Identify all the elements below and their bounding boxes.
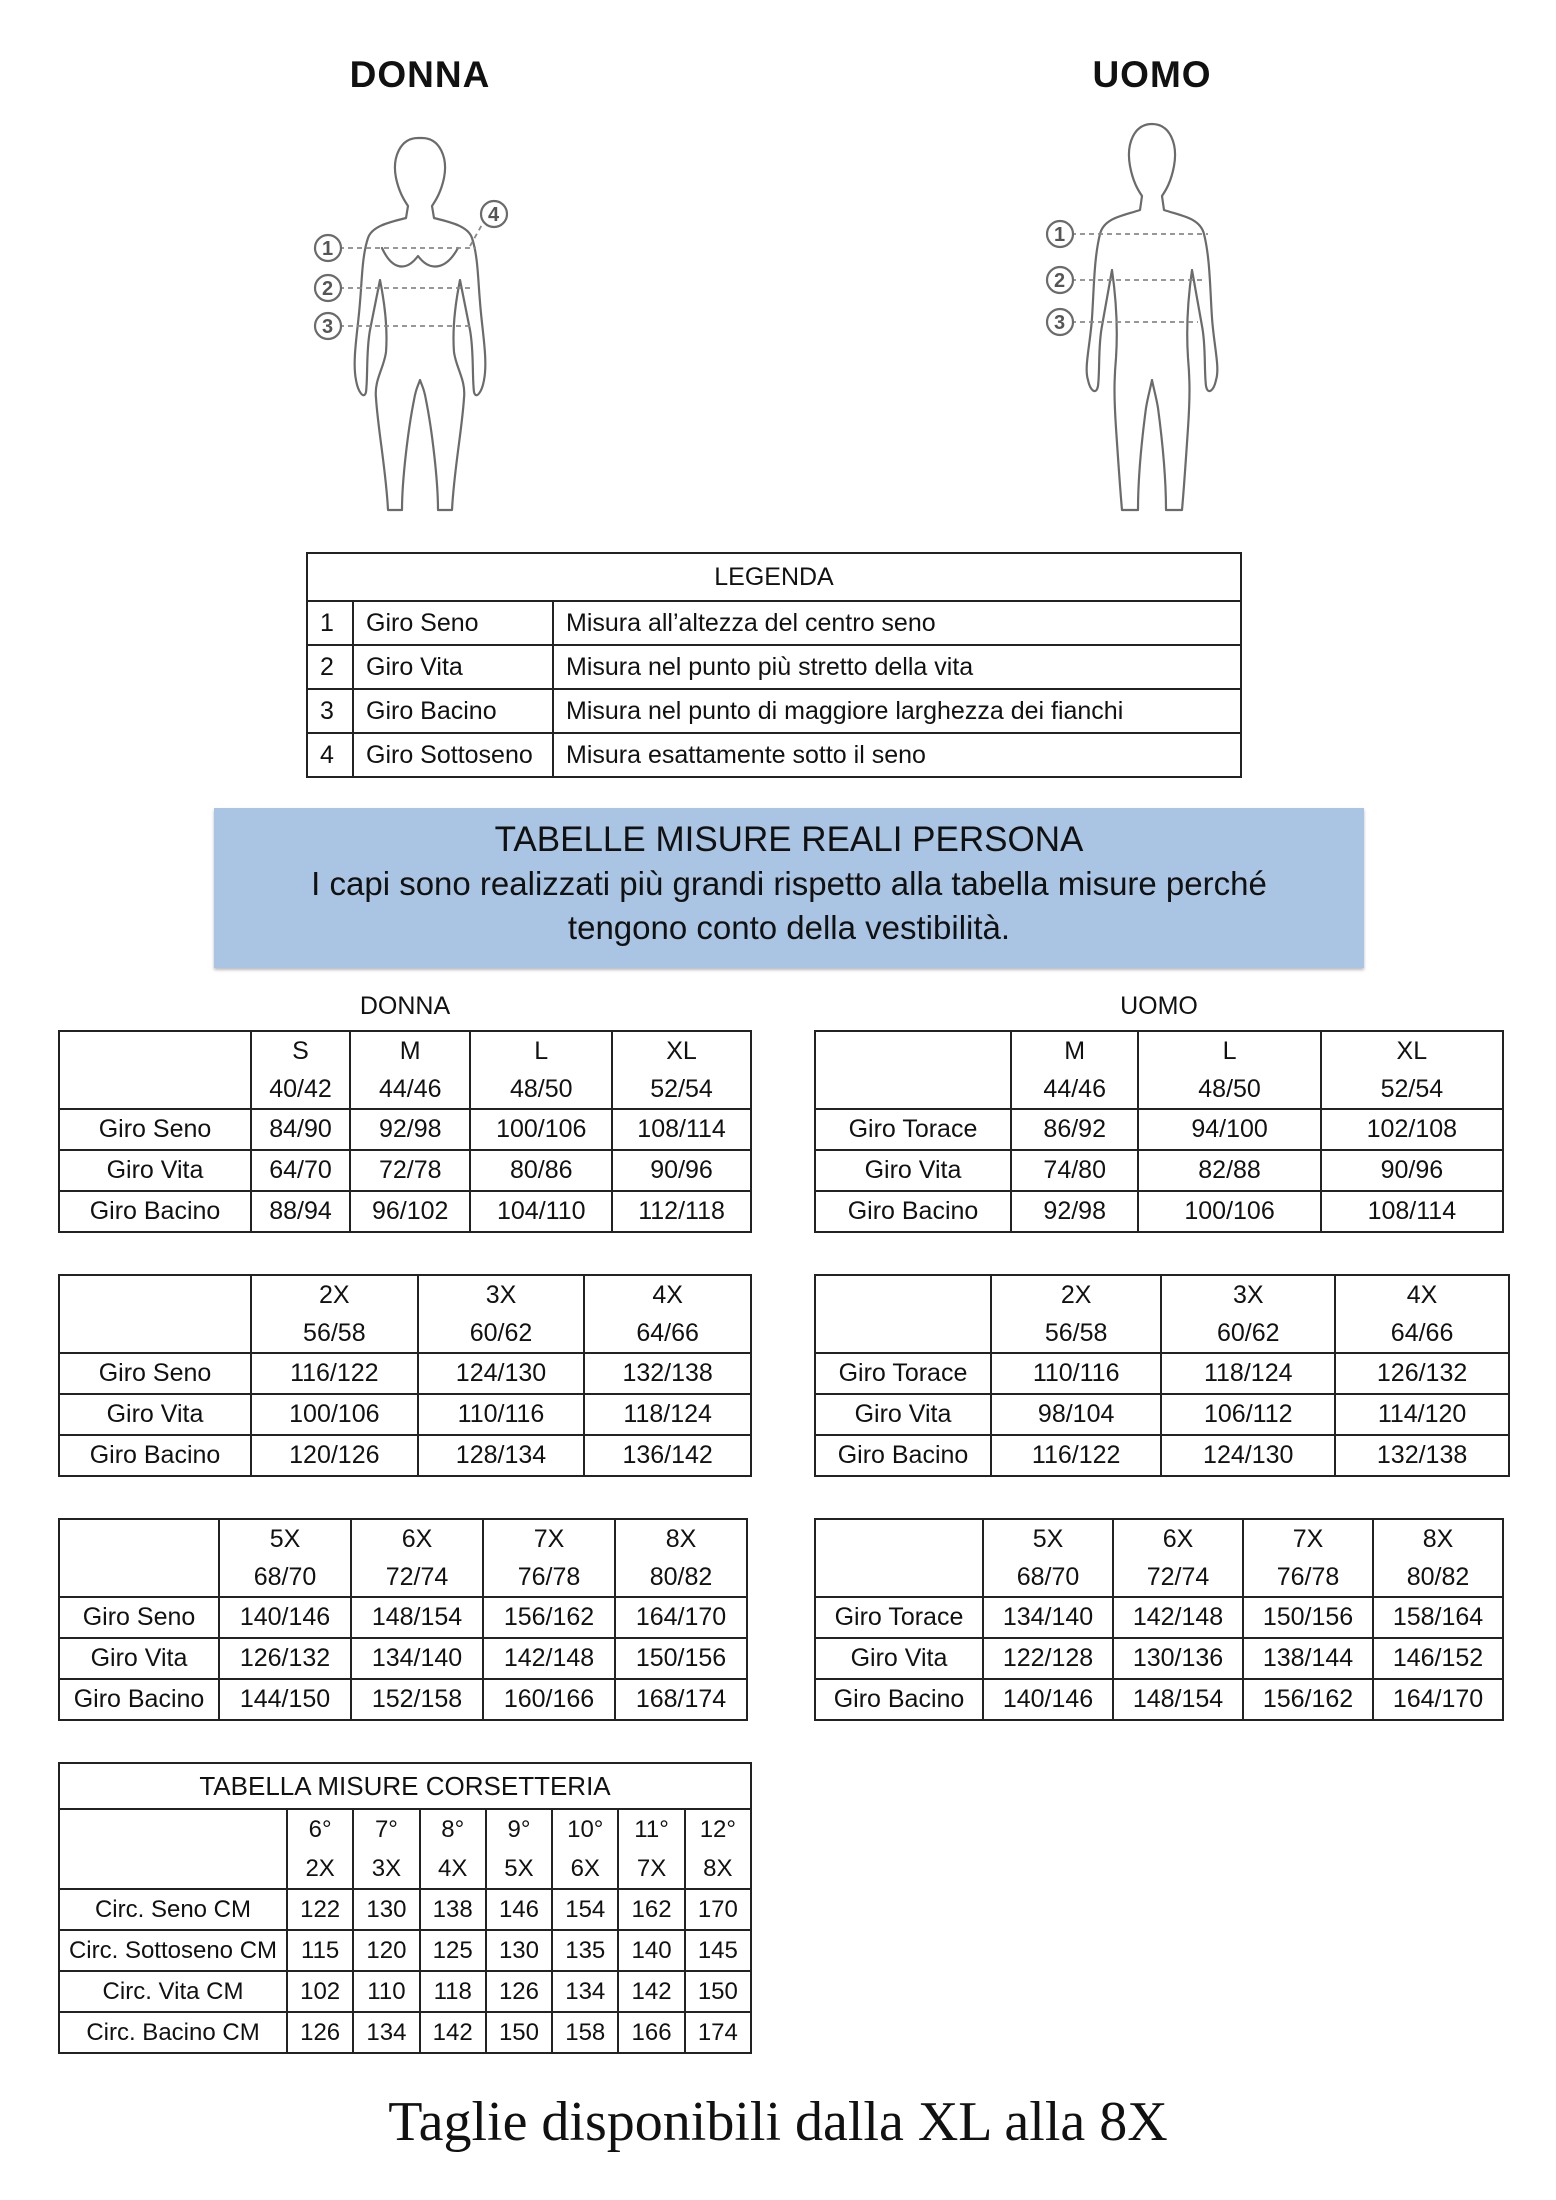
measure-value: 140/146 bbox=[219, 1597, 351, 1638]
measure-value: 114/120 bbox=[1335, 1394, 1509, 1435]
measure-value: 120/126 bbox=[251, 1435, 418, 1476]
measure-value: 102/108 bbox=[1321, 1109, 1503, 1150]
size-code: 60/62 bbox=[1161, 1314, 1335, 1353]
table-row bbox=[815, 1150, 1503, 1191]
measure-label: Giro Torace bbox=[815, 1109, 1011, 1150]
size-header: 6° bbox=[287, 1809, 353, 1849]
measure-value: 152/158 bbox=[351, 1679, 483, 1720]
measure-value: 118 bbox=[420, 1971, 486, 2012]
size-table-donna-2x-4x bbox=[58, 1274, 752, 1477]
measure-label: Giro Vita bbox=[59, 1150, 251, 1191]
corner-cell bbox=[59, 1519, 219, 1558]
table-row bbox=[815, 1679, 1503, 1720]
corner-cell bbox=[59, 1275, 251, 1314]
corner-cell bbox=[815, 1031, 1011, 1070]
measure-label: Circ. Vita CM bbox=[59, 1971, 287, 2012]
size-header: 7° bbox=[353, 1809, 419, 1849]
measure-value: 134/140 bbox=[351, 1638, 483, 1679]
measure-value: 100/106 bbox=[251, 1394, 418, 1435]
measure-value: 90/96 bbox=[612, 1150, 751, 1191]
size-code: 2X bbox=[287, 1849, 353, 1889]
table-row bbox=[815, 1435, 1509, 1476]
legend-num: 1 bbox=[307, 601, 353, 645]
legend-row bbox=[307, 733, 1241, 777]
measure-value: 144/150 bbox=[219, 1679, 351, 1720]
legend-row bbox=[307, 689, 1241, 733]
corner-cell bbox=[815, 1275, 991, 1314]
corner-cell bbox=[815, 1070, 1011, 1109]
table-row bbox=[815, 1191, 1503, 1232]
measure-value: 142 bbox=[618, 1971, 684, 2012]
measure-value: 116/122 bbox=[251, 1353, 418, 1394]
measure-value: 168/174 bbox=[615, 1679, 747, 1720]
measure-value: 88/94 bbox=[251, 1191, 350, 1232]
size-header: 8° bbox=[420, 1809, 486, 1849]
size-table-uomo-m-xl bbox=[814, 1030, 1504, 1233]
legend-num: 4 bbox=[307, 733, 353, 777]
table-row bbox=[59, 2012, 751, 2053]
measure-label: Circ. Seno CM bbox=[59, 1889, 287, 1930]
size-code: 5X bbox=[486, 1849, 552, 1889]
measure-value: 110/116 bbox=[991, 1353, 1161, 1394]
size-code: 52/54 bbox=[1321, 1070, 1503, 1109]
measure-value: 132/138 bbox=[1335, 1435, 1509, 1476]
measure-value: 142/148 bbox=[483, 1638, 615, 1679]
measure-value: 116/122 bbox=[991, 1435, 1161, 1476]
size-header: 3X bbox=[418, 1275, 585, 1314]
measure-value: 138/144 bbox=[1243, 1638, 1373, 1679]
banner-text-line1: I capi sono realizzati più grandi rispetto alla tabella misure perché bbox=[311, 865, 1267, 902]
measure-value: 110 bbox=[353, 1971, 419, 2012]
measure-value: 148/154 bbox=[1113, 1679, 1243, 1720]
size-code: 3X bbox=[353, 1849, 419, 1889]
measure-value: 64/70 bbox=[251, 1150, 350, 1191]
measure-value: 80/86 bbox=[470, 1150, 612, 1191]
measure-value: 100/106 bbox=[1138, 1191, 1320, 1232]
size-header: M bbox=[350, 1031, 470, 1070]
measure-value: 125 bbox=[420, 1930, 486, 1971]
measure-value: 130/136 bbox=[1113, 1638, 1243, 1679]
size-header: 10° bbox=[552, 1809, 618, 1849]
size-header: 6X bbox=[1113, 1519, 1243, 1558]
size-code: 80/82 bbox=[1373, 1558, 1503, 1597]
measure-value: 136/142 bbox=[584, 1435, 751, 1476]
male-body-outline bbox=[1087, 124, 1218, 510]
size-code: 8X bbox=[685, 1849, 751, 1889]
svg-text:4: 4 bbox=[488, 204, 500, 226]
size-header: 2X bbox=[251, 1275, 418, 1314]
measure-label: Giro Seno bbox=[59, 1597, 219, 1638]
legend-name: Giro Seno bbox=[353, 601, 553, 645]
corner-cell bbox=[59, 1558, 219, 1597]
section-label-donna: DONNA bbox=[359, 992, 451, 1020]
measure-value: 72/78 bbox=[350, 1150, 470, 1191]
size-code: 48/50 bbox=[1138, 1070, 1320, 1109]
size-header: 4X bbox=[1335, 1275, 1509, 1314]
section-label-uomo: UOMO bbox=[1120, 992, 1198, 1020]
size-code: 76/78 bbox=[1243, 1558, 1373, 1597]
table-row bbox=[59, 1435, 751, 1476]
size-code: 64/66 bbox=[1335, 1314, 1509, 1353]
table-row bbox=[59, 1191, 751, 1232]
measure-label: Giro Vita bbox=[815, 1150, 1011, 1191]
measure-value: 94/100 bbox=[1138, 1109, 1320, 1150]
size-code: 7X bbox=[618, 1849, 684, 1889]
table-row bbox=[59, 1889, 751, 1930]
size-table-donna-5x-8x bbox=[58, 1518, 748, 1721]
measure-value: 112/118 bbox=[612, 1191, 751, 1232]
measure-value: 124/130 bbox=[1161, 1435, 1335, 1476]
measure-value: 135 bbox=[552, 1930, 618, 1971]
banner-title: TABELLE MISURE REALI PERSONA bbox=[494, 820, 1084, 859]
measure-value: 104/110 bbox=[470, 1191, 612, 1232]
svg-text:2: 2 bbox=[1054, 270, 1066, 292]
measure-label: Giro Vita bbox=[59, 1638, 219, 1679]
measure-label: Giro Vita bbox=[59, 1394, 251, 1435]
legend-desc: Misura nel punto di maggiore larghezza dei fianchi bbox=[553, 689, 1241, 733]
measure-value: 126 bbox=[287, 2012, 353, 2053]
legend-num: 2 bbox=[307, 645, 353, 689]
legend-name: Giro Bacino bbox=[353, 689, 553, 733]
title-donna: DONNA bbox=[349, 54, 491, 95]
measure-value: 98/104 bbox=[991, 1394, 1161, 1435]
measure-value: 118/124 bbox=[584, 1394, 751, 1435]
svg-text:3: 3 bbox=[322, 316, 334, 338]
size-header: XL bbox=[1321, 1031, 1503, 1070]
measure-value: 158/164 bbox=[1373, 1597, 1503, 1638]
size-header: 6X bbox=[351, 1519, 483, 1558]
measure-value: 148/154 bbox=[351, 1597, 483, 1638]
table-row bbox=[59, 1109, 751, 1150]
measure-value: 108/114 bbox=[1321, 1191, 1503, 1232]
size-header: 2X bbox=[991, 1275, 1161, 1314]
size-header: L bbox=[1138, 1031, 1320, 1070]
size-header: M bbox=[1011, 1031, 1138, 1070]
footer-note: Taglie disponibili dalla XL alla 8X bbox=[388, 2091, 1168, 2153]
table-row bbox=[59, 1150, 751, 1191]
size-code: 48/50 bbox=[470, 1070, 612, 1109]
size-header: 8X bbox=[1373, 1519, 1503, 1558]
measure-label: Giro Bacino bbox=[59, 1435, 251, 1476]
size-table-donna-s-xl bbox=[58, 1030, 752, 1233]
measure-value: 126/132 bbox=[1335, 1353, 1509, 1394]
measure-value: 92/98 bbox=[350, 1109, 470, 1150]
measure-value: 134 bbox=[353, 2012, 419, 2053]
measure-value: 130 bbox=[353, 1889, 419, 1930]
table-row bbox=[815, 1638, 1503, 1679]
measure-value: 82/88 bbox=[1138, 1150, 1320, 1191]
measure-value: 102 bbox=[287, 1971, 353, 2012]
legend-num: 3 bbox=[307, 689, 353, 733]
measure-value: 84/90 bbox=[251, 1109, 350, 1150]
legend-heading: LEGENDA bbox=[307, 553, 1241, 601]
measure-value: 110/116 bbox=[418, 1394, 585, 1435]
measure-label: Giro Bacino bbox=[815, 1679, 983, 1720]
svg-text:1: 1 bbox=[1054, 224, 1066, 246]
measure-label: Giro Seno bbox=[59, 1353, 251, 1394]
legend-row bbox=[307, 645, 1241, 689]
table-row bbox=[815, 1353, 1509, 1394]
size-header: 7X bbox=[1243, 1519, 1373, 1558]
size-header: 8X bbox=[615, 1519, 747, 1558]
measure-value: 146 bbox=[486, 1889, 552, 1930]
size-header: 12° bbox=[685, 1809, 751, 1849]
size-code: 80/82 bbox=[615, 1558, 747, 1597]
measure-value: 96/102 bbox=[350, 1191, 470, 1232]
table-row bbox=[59, 1638, 747, 1679]
size-header: S bbox=[251, 1031, 350, 1070]
size-header: XL bbox=[612, 1031, 751, 1070]
measure-value: 142/148 bbox=[1113, 1597, 1243, 1638]
size-code: 64/66 bbox=[584, 1314, 751, 1353]
size-header: 5X bbox=[219, 1519, 351, 1558]
size-code: 56/58 bbox=[991, 1314, 1161, 1353]
measure-value: 118/124 bbox=[1161, 1353, 1335, 1394]
measure-value: 106/112 bbox=[1161, 1394, 1335, 1435]
svg-text:1: 1 bbox=[322, 238, 334, 260]
size-header: 5X bbox=[983, 1519, 1113, 1558]
measure-value: 145 bbox=[685, 1930, 751, 1971]
size-code: 40/42 bbox=[251, 1070, 350, 1109]
legend-desc: Misura all’altezza del centro seno bbox=[553, 601, 1241, 645]
title-uomo: UOMO bbox=[1092, 54, 1212, 95]
measure-value: 122 bbox=[287, 1889, 353, 1930]
measure-value: 108/114 bbox=[612, 1109, 751, 1150]
corsetteria-table bbox=[58, 1762, 752, 2054]
size-code: 6X bbox=[552, 1849, 618, 1889]
corner-cell bbox=[59, 1070, 251, 1109]
measure-value: 150 bbox=[685, 1971, 751, 2012]
measure-value: 92/98 bbox=[1011, 1191, 1138, 1232]
banner-text-line2: tengono conto della vestibilità. bbox=[567, 909, 1011, 946]
table-row bbox=[59, 1971, 751, 2012]
corner-cell bbox=[59, 1314, 251, 1353]
measure-label: Giro Vita bbox=[815, 1394, 991, 1435]
measure-value: 140/146 bbox=[983, 1679, 1113, 1720]
size-header: 11° bbox=[618, 1809, 684, 1849]
legend-desc: Misura nel punto più stretto della vita bbox=[553, 645, 1241, 689]
measure-label: Giro Bacino bbox=[59, 1679, 219, 1720]
table-row bbox=[59, 1679, 747, 1720]
measure-value: 138 bbox=[420, 1889, 486, 1930]
size-header: L bbox=[470, 1031, 612, 1070]
size-header: 3X bbox=[1161, 1275, 1335, 1314]
measure-value: 134/140 bbox=[983, 1597, 1113, 1638]
measure-value: 150/156 bbox=[615, 1638, 747, 1679]
measure-value: 160/166 bbox=[483, 1679, 615, 1720]
size-code: 52/54 bbox=[612, 1070, 751, 1109]
measure-value: 158 bbox=[552, 2012, 618, 2053]
size-code: 72/74 bbox=[1113, 1558, 1243, 1597]
measure-value: 150/156 bbox=[1243, 1597, 1373, 1638]
table-row bbox=[815, 1109, 1503, 1150]
size-code: 44/46 bbox=[1011, 1070, 1138, 1109]
measure-value: 126/132 bbox=[219, 1638, 351, 1679]
size-code: 56/58 bbox=[251, 1314, 418, 1353]
measure-label: Circ. Bacino CM bbox=[59, 2012, 287, 2053]
size-header: 9° bbox=[486, 1809, 552, 1849]
female-body-outline bbox=[355, 138, 486, 510]
measure-value: 150 bbox=[486, 2012, 552, 2053]
measure-value: 140 bbox=[618, 1930, 684, 1971]
table-row bbox=[815, 1394, 1509, 1435]
corner-cell bbox=[59, 1849, 287, 1889]
size-code: 68/70 bbox=[983, 1558, 1113, 1597]
measure-value: 74/80 bbox=[1011, 1150, 1138, 1191]
measure-value: 90/96 bbox=[1321, 1150, 1503, 1191]
table-row bbox=[59, 1930, 751, 1971]
info-banner bbox=[214, 808, 1364, 968]
size-code: 4X bbox=[420, 1849, 486, 1889]
legend-name: Giro Vita bbox=[353, 645, 553, 689]
corner-cell bbox=[59, 1031, 251, 1070]
legend-desc: Misura esattamente sotto il seno bbox=[553, 733, 1241, 777]
legend-name: Giro Sottoseno bbox=[353, 733, 553, 777]
table-row bbox=[59, 1394, 751, 1435]
corsetteria-heading: TABELLA MISURE CORSETTERIA bbox=[59, 1763, 751, 1809]
size-code: 44/46 bbox=[350, 1070, 470, 1109]
corner-cell bbox=[59, 1809, 287, 1849]
measure-value: 162 bbox=[618, 1889, 684, 1930]
size-header: 4X bbox=[584, 1275, 751, 1314]
measure-value: 128/134 bbox=[418, 1435, 585, 1476]
measure-value: 126 bbox=[486, 1971, 552, 2012]
female-figure-illustration bbox=[300, 130, 560, 530]
measure-value: 124/130 bbox=[418, 1353, 585, 1394]
table-row bbox=[815, 1597, 1503, 1638]
measure-value: 100/106 bbox=[470, 1109, 612, 1150]
svg-text:2: 2 bbox=[322, 278, 334, 300]
measure-label: Giro Bacino bbox=[815, 1435, 991, 1476]
measure-value: 166 bbox=[618, 2012, 684, 2053]
measure-label: Giro Vita bbox=[815, 1638, 983, 1679]
size-table-uomo-5x-8x bbox=[814, 1518, 1504, 1721]
measure-value: 156/162 bbox=[483, 1597, 615, 1638]
measure-value: 122/128 bbox=[983, 1638, 1113, 1679]
measure-label: Giro Bacino bbox=[815, 1191, 1011, 1232]
measure-value: 164/170 bbox=[615, 1597, 747, 1638]
size-code: 60/62 bbox=[418, 1314, 585, 1353]
size-header: 7X bbox=[483, 1519, 615, 1558]
measure-label: Giro Torace bbox=[815, 1353, 991, 1394]
measure-value: 154 bbox=[552, 1889, 618, 1930]
measure-label: Giro Bacino bbox=[59, 1191, 251, 1232]
corner-cell bbox=[815, 1314, 991, 1353]
measure-value: 170 bbox=[685, 1889, 751, 1930]
table-row bbox=[59, 1353, 751, 1394]
size-table-uomo-2x-4x bbox=[814, 1274, 1510, 1477]
measure-label: Giro Seno bbox=[59, 1109, 251, 1150]
legend-row bbox=[307, 601, 1241, 645]
measure-value: 146/152 bbox=[1373, 1638, 1503, 1679]
male-figure-illustration bbox=[1030, 118, 1290, 528]
measure-value: 164/170 bbox=[1373, 1679, 1503, 1720]
size-code: 68/70 bbox=[219, 1558, 351, 1597]
svg-text:3: 3 bbox=[1054, 312, 1066, 334]
measure-value: 156/162 bbox=[1243, 1679, 1373, 1720]
measure-value: 120 bbox=[353, 1930, 419, 1971]
table-row bbox=[59, 1597, 747, 1638]
measure-value: 174 bbox=[685, 2012, 751, 2053]
measure-value: 132/138 bbox=[584, 1353, 751, 1394]
measure-value: 134 bbox=[552, 1971, 618, 2012]
legend-table bbox=[306, 552, 1242, 778]
measure-value: 86/92 bbox=[1011, 1109, 1138, 1150]
size-code: 72/74 bbox=[351, 1558, 483, 1597]
measure-value: 115 bbox=[287, 1930, 353, 1971]
measure-value: 130 bbox=[486, 1930, 552, 1971]
measure-label: Giro Torace bbox=[815, 1597, 983, 1638]
measure-label: Circ. Sottoseno CM bbox=[59, 1930, 287, 1971]
corner-cell bbox=[815, 1519, 983, 1558]
size-code: 76/78 bbox=[483, 1558, 615, 1597]
measure-value: 142 bbox=[420, 2012, 486, 2053]
corner-cell bbox=[815, 1558, 983, 1597]
